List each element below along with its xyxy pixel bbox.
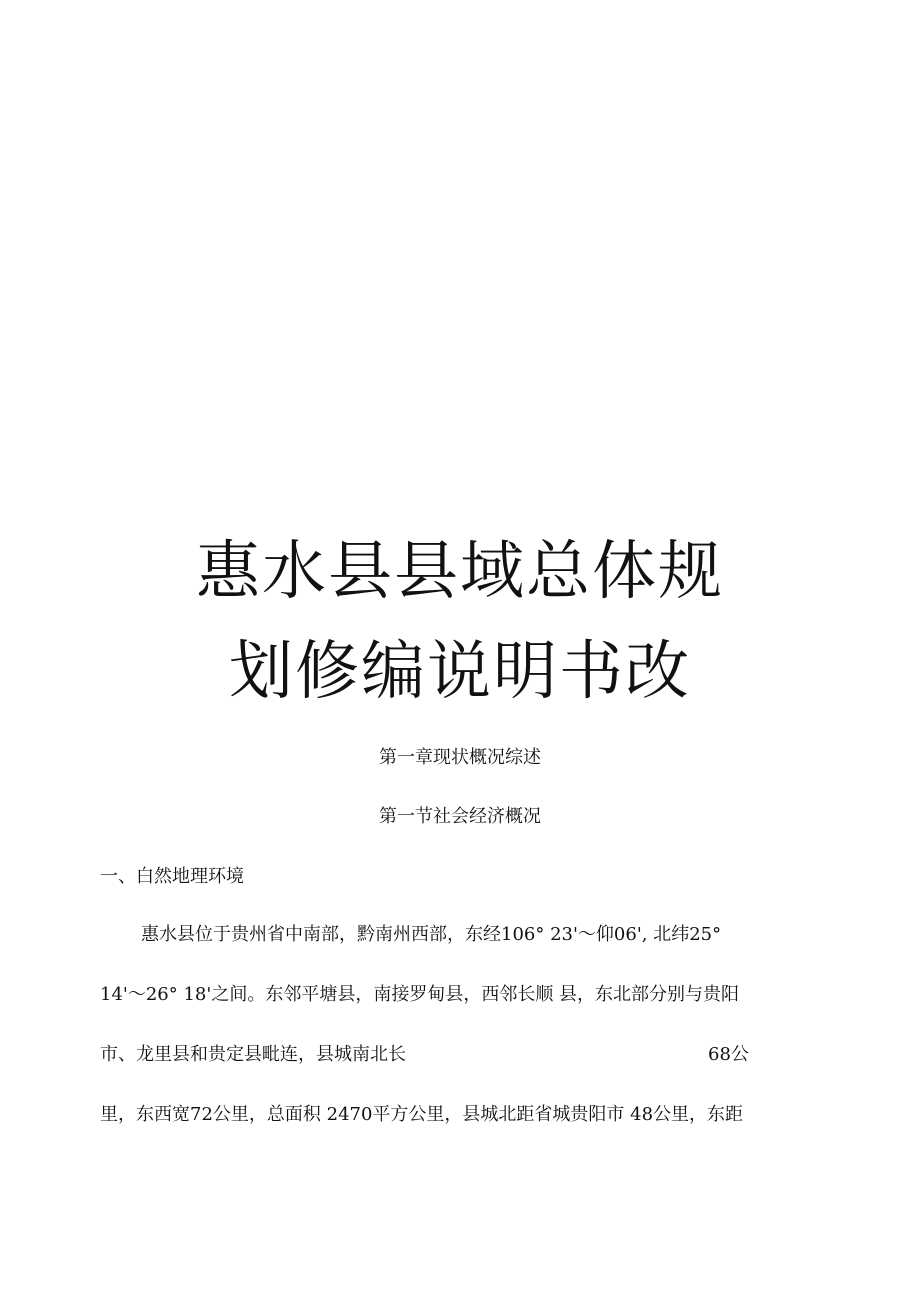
document-title-line-2: 划修编说明书改 <box>229 635 691 709</box>
section-heading: 第一节社会经济概况 <box>379 806 541 827</box>
paragraph-line-4: 里，东西宽72公里，总面积 2470平方公里，县城北距省城贵阳市 48公里，东距 <box>100 1104 744 1125</box>
paragraph-line-1: 惠水县位于贵州省中南部，黔南州西部，东经106° 23'～仰06', 北纬25° <box>141 924 722 945</box>
subsection-heading: 一、白然地理环境 <box>100 866 244 887</box>
paragraph-line-3-left: 市、龙里县和贵定县毗连，县城南北长 <box>100 1044 406 1065</box>
paragraph-line-2: 14'～26° 18'之间。东邻平塘县，南接罗甸县，西邻长顺 县，东北部分别与贵阳 <box>100 984 740 1005</box>
chapter-heading: 第一章现状概况综述 <box>379 747 541 768</box>
paragraph-line-3-right: 68公 <box>708 1044 749 1065</box>
document-title-line-1: 惠水县县域总体规 <box>196 535 724 609</box>
